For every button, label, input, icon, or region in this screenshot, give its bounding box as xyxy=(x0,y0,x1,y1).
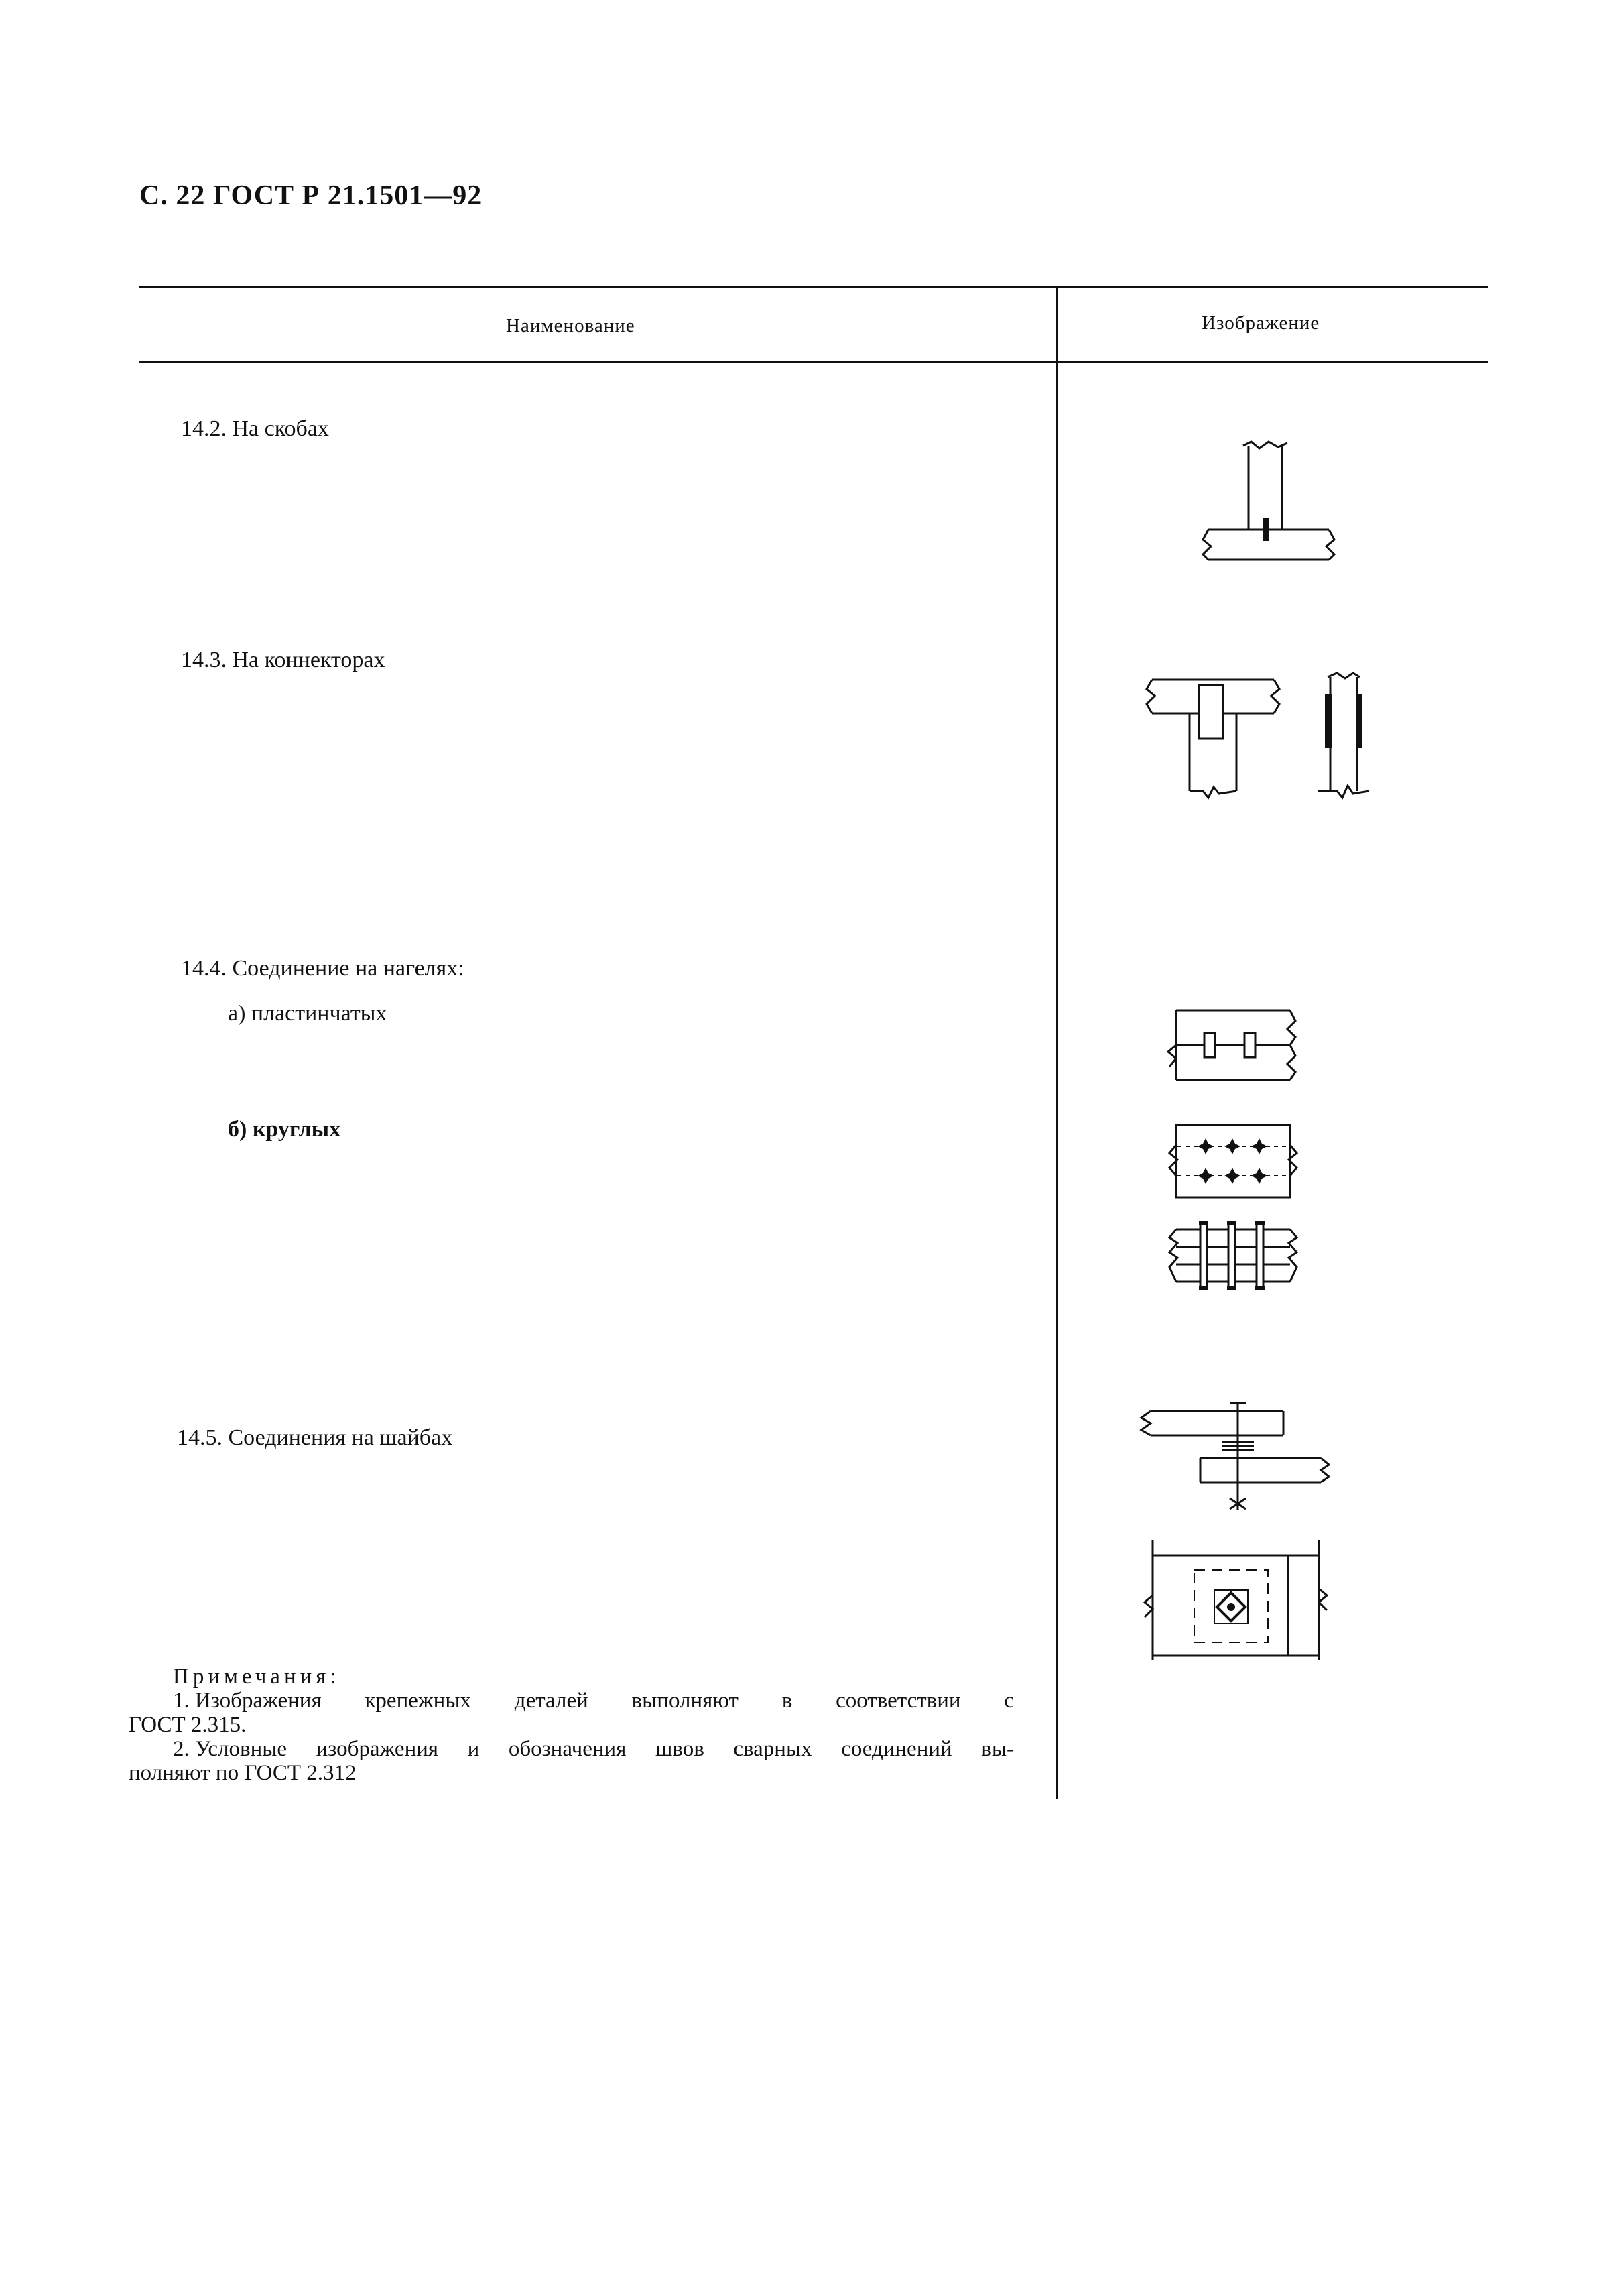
washer-plan-symbol xyxy=(1139,1535,1334,1663)
note-1-word: соответствии xyxy=(836,1689,961,1713)
connector-side-symbol xyxy=(1310,670,1377,804)
item-14-4-label: 14.4. Соединение на нагелях: xyxy=(181,956,464,981)
item-14-3-label: 14.3. На коннекторах xyxy=(181,648,385,672)
item-14-4a-label: а) пластинчатых xyxy=(228,1001,387,1026)
washer-section-symbol xyxy=(1136,1398,1330,1518)
column-heading-image: Изображение xyxy=(1202,312,1320,334)
connector-joint-symbol xyxy=(1143,670,1283,804)
note-2-word: изображения xyxy=(316,1737,439,1761)
body-column-divider xyxy=(1056,363,1058,1799)
item-14-2-label: 14.2. На скобах xyxy=(181,416,329,441)
round-dowel-plan-symbol xyxy=(1163,1118,1303,1205)
notes-block xyxy=(129,1665,1020,1785)
page-header: С. 22 ГОСТ Р 21.1501—92 xyxy=(139,180,483,211)
note-1-tail: ГОСТ 2.315. xyxy=(129,1713,247,1737)
note-1-word: в xyxy=(781,1689,793,1713)
note-1-line xyxy=(129,1689,1014,1713)
note-2-tail: полняют по ГОСТ 2.312 xyxy=(129,1761,357,1785)
note-1-word: 1. Изображения xyxy=(173,1689,322,1713)
notes-title: Примечания: xyxy=(173,1665,340,1689)
note-1-word: крепежных xyxy=(365,1689,472,1713)
note-2-line xyxy=(129,1737,1014,1761)
note-2-word: 2. Условные xyxy=(173,1737,287,1761)
note-1-word: выполняют xyxy=(631,1689,739,1713)
note-1-word: с xyxy=(1004,1689,1014,1713)
table-header-rule xyxy=(139,361,1488,363)
column-heading-name: Наименование xyxy=(506,315,635,337)
table-top-rule xyxy=(139,286,1488,288)
plate-dowel-symbol xyxy=(1163,1002,1303,1089)
note-2-word: швов xyxy=(655,1737,704,1761)
staple-joint-symbol xyxy=(1195,439,1342,580)
note-2-word: сварных xyxy=(733,1737,812,1761)
header-column-divider xyxy=(1056,287,1058,362)
note-2-word: и xyxy=(467,1737,480,1761)
note-2-word: соединений xyxy=(841,1737,952,1761)
note-2-word: обозначения xyxy=(508,1737,627,1761)
note-1-word: деталей xyxy=(514,1689,588,1713)
item-14-4b-label: б) круглых xyxy=(228,1117,341,1142)
round-dowel-section-symbol xyxy=(1163,1220,1303,1294)
note-2-word: вы- xyxy=(981,1737,1014,1761)
item-14-5-label: 14.5. Соединения на шайбах xyxy=(177,1425,453,1450)
